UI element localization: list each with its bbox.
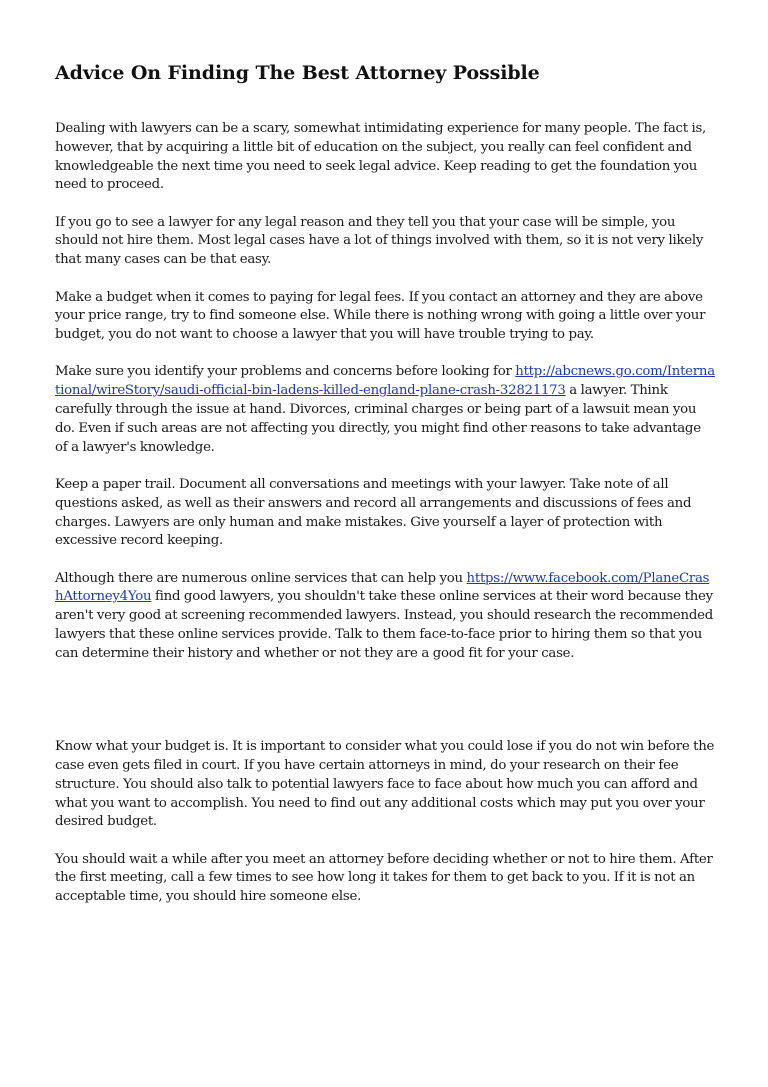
paragraph-text: Make sure you identify your problems and concerns before looking for [55,364,516,380]
paragraph-paper-trail: Keep a paper trail. Document all conversations and meetings with your lawyer. Take note of all questions asked, as well as their answers and record all arrangements and discussions of fees and charges. Lawyers are only human and make mistakes. Give yourself a layer of protection with excessive record keeping. [55,476,692,549]
paragraph-budget-fees: Make a budget when it comes to paying for legal fees. If you contact an attorney and they are above your price range, try to find someone else. While there is nothing wrong with going a little over your budget, you do not want to choose a lawyer that you will have trouble trying to pay. [55,289,706,343]
paragraph-identify-problems [55,363,715,457]
paragraph-know-budget: Know what your budget is. It is important to consider what you could lose if you do not win before the case even gets filed in court. If you have certain attorneys in mind, do your research on their fee structure. You should also talk to potential lawyers face to face about how much you can afford and what you want to accomplish. You need to find out any additional costs which may put you over your desired budget. [55,739,715,830]
document-page [55,58,715,926]
paragraph-text: Although there are numerous online services that can help you [55,570,467,586]
paragraph-intro: Dealing with lawyers can be a scary, somewhat intimidating experience for many people. The fact is, however, that by acquiring a little bit of education on the subject, you really can feel confident and knowledgeable the next time you need to seek legal advice. Keep reading to get the foundation you need to proceed. [55,121,707,193]
paragraph-simple-case: If you go to see a lawyer for any legal reason and they tell you that your case will be simple, you should not hire them. Most legal cases have a lot of things involved with them, so it is not very likely that many cases can be that easy. [55,214,704,268]
paragraph-online-services [55,570,715,664]
paragraph-wait-before-hiring: You should wait a while after you meet an attorney before deciding whether or not to hire them. After the first meeting, call a few times to see how long it takes for them to get back to you. If it is not an acceptable time, you should hire someone else. [55,851,713,905]
document-title: Advice On Finding The Best Attorney Possible [55,62,540,84]
abcnews-link[interactable]: http://abcnews.go.com/International/wireStory/saudi-official-bin-ladens-killed-england-plane-crash-32821173 [55,364,715,399]
paragraph-text: a lawyer. Think carefully through the issue at hand. Divorces, criminal charges or being part of a lawsuit mean you do. Even if such areas are not affecting you directly, you might find other reasons to take advantage of a lawyer's knowledge. [55,383,701,455]
paragraph-text: find good lawyers, you shouldn't take these online services at their word because they aren't very good at screening recommended lawyers. Instead, you should research the recommended lawyers that these online services provide. Talk to them face-to-face prior to hiring them so that you can determine their history and whether or not they are a good fit for your case. [55,589,713,661]
facebook-link[interactable]: https://www.facebook.com/PlaneCrashAttorney4You [55,570,710,605]
blank-gap [55,682,715,738]
